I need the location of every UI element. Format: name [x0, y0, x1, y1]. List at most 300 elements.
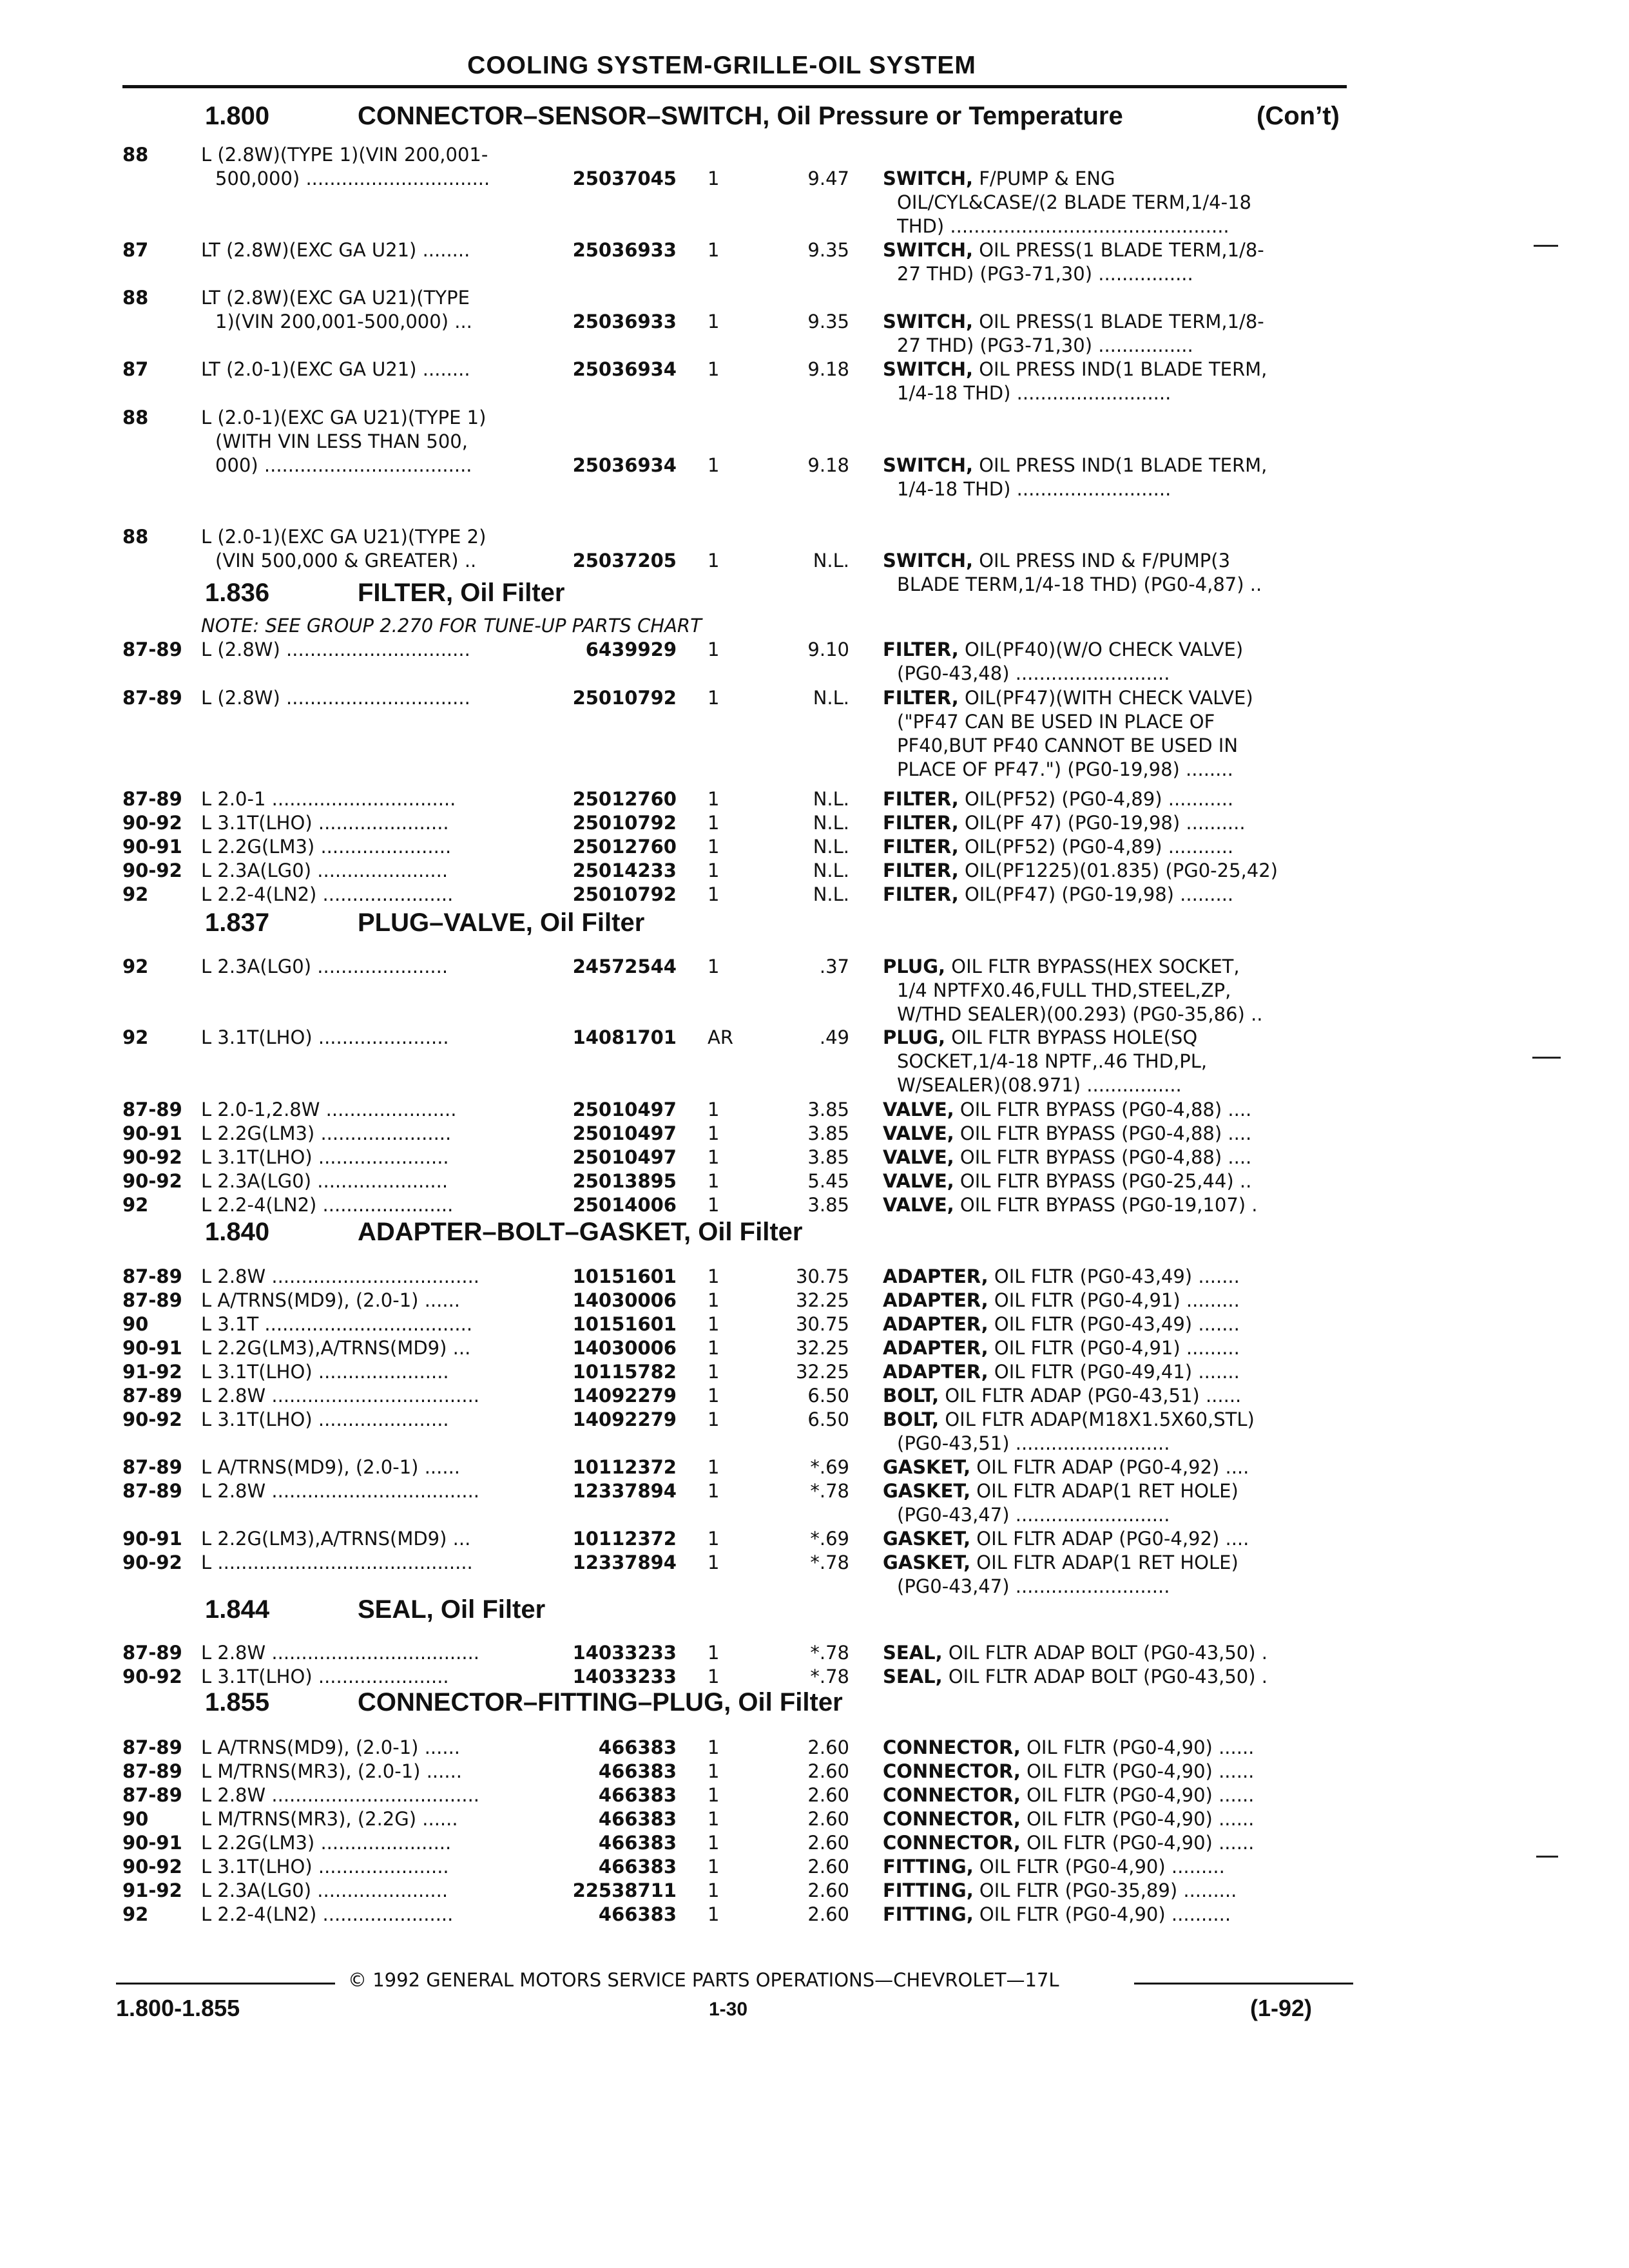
quantity: 1	[708, 788, 720, 810]
price: *.78	[810, 1552, 849, 1573]
part-name: VALVE, OIL FLTR BYPASS (PG0-4,88) ....	[883, 1146, 1252, 1168]
margin-mark	[1534, 245, 1558, 247]
model-years: 87-89	[122, 1456, 182, 1478]
application-description: L 3.1T(LHO) ......................	[201, 1026, 449, 1048]
model-years: 88	[122, 287, 149, 309]
application-description: L (2.0-1)(EXC GA U21)(TYPE 2)	[201, 526, 487, 548]
model-years: 87-89	[122, 1385, 182, 1407]
model-years: 92	[122, 1194, 149, 1216]
price: 9.35	[807, 239, 849, 261]
application-description: L (2.8W) ...............................	[201, 639, 470, 660]
part-keyword: GASKET,	[883, 1552, 971, 1573]
part-name: SEAL, OIL FLTR ADAP BOLT (PG0-43,50) .	[883, 1666, 1268, 1687]
part-number: 466383	[598, 1832, 677, 1854]
application-description: LT (2.0-1)(EXC GA U21) ........	[201, 358, 470, 380]
quantity: 1	[708, 311, 720, 332]
quantity: 1	[708, 1903, 720, 1925]
application-description: L 2.2G(LM3) ......................	[201, 836, 452, 858]
part-keyword: SWITCH,	[883, 311, 974, 332]
part-name: PLUG, OIL FLTR BYPASS HOLE(SQ	[883, 1026, 1198, 1048]
application-description: L ...........................................	[201, 1552, 473, 1573]
part-keyword: CONNECTOR,	[883, 1832, 1021, 1854]
part-number: 25013895	[572, 1170, 677, 1192]
application-description: L (2.8W)(TYPE 1)(VIN 200,001-	[201, 144, 488, 166]
application-description: L 2.8W ...................................	[201, 1480, 480, 1502]
application-description: 000) ...................................	[215, 454, 472, 476]
part-name: PLACE OF PF47.") (PG0-19,98) ........	[897, 758, 1233, 780]
part-name: (PG0-43,51) ..........................	[897, 1432, 1170, 1454]
part-name: SWITCH, F/PUMP & ENG	[883, 168, 1115, 189]
model-years: 90-92	[122, 1408, 182, 1430]
price: 32.25	[795, 1361, 849, 1383]
quantity: 1	[708, 1122, 720, 1144]
price: 9.18	[807, 358, 849, 380]
quantity: 1	[708, 1456, 720, 1478]
section-title: ADAPTER–BOLT–GASKET, Oil Filter	[358, 1218, 803, 1246]
part-name: BLADE TERM,1/4-18 THD) (PG0-4,87) ..	[897, 573, 1262, 595]
quantity: 1	[708, 1666, 720, 1687]
quantity: 1	[708, 1856, 720, 1878]
part-keyword: BOLT,	[883, 1408, 940, 1430]
part-keyword: GASKET,	[883, 1528, 971, 1550]
model-years: 87-89	[122, 788, 182, 810]
part-name: FILTER, OIL(PF1225)(01.835) (PG0-25,42)	[883, 860, 1278, 881]
section-continued: (Con’t)	[1257, 102, 1340, 130]
section-title: FILTER, Oil Filter	[358, 579, 565, 607]
price: 2.60	[807, 1879, 849, 1901]
part-name: BOLT, OIL FLTR ADAP(M18X1.5X60,STL)	[883, 1408, 1255, 1430]
application-description: L 2.2-4(LN2) ......................	[201, 1903, 454, 1925]
part-number: 25036933	[572, 311, 677, 332]
part-name: ADAPTER, OIL FLTR (PG0-43,49) .......	[883, 1265, 1240, 1287]
application-description: LT (2.8W)(EXC GA U21)(TYPE	[201, 287, 470, 309]
application-description: L 3.1T(LHO) ......................	[201, 1361, 449, 1383]
model-years: 88	[122, 526, 149, 548]
price: *.78	[810, 1480, 849, 1502]
application-description: L 2.8W ...................................	[201, 1784, 480, 1806]
part-keyword: VALVE,	[883, 1099, 954, 1120]
price: 3.85	[807, 1194, 849, 1216]
price: N.L.	[813, 687, 849, 709]
quantity: 1	[708, 836, 720, 858]
quantity: 1	[708, 1760, 720, 1782]
model-years: 90-92	[122, 1856, 182, 1878]
part-number: 466383	[598, 1903, 677, 1925]
application-description: L 3.1T(LHO) ......................	[201, 1146, 449, 1168]
part-name: FITTING, OIL FLTR (PG0-35,89) .........	[883, 1879, 1237, 1901]
part-number: 466383	[598, 1736, 677, 1758]
model-years: 92	[122, 1903, 149, 1925]
price: 6.50	[807, 1385, 849, 1407]
section-title: SEAL, Oil Filter	[358, 1595, 546, 1624]
section-number: 1.855	[205, 1688, 270, 1716]
application-description: LT (2.8W)(EXC GA U21) ........	[201, 239, 470, 261]
part-keyword: GASKET,	[883, 1456, 971, 1478]
part-name: VALVE, OIL FLTR BYPASS (PG0-4,88) ....	[883, 1122, 1252, 1144]
part-keyword: SWITCH,	[883, 239, 974, 261]
part-name: GASKET, OIL FLTR ADAP (PG0-4,92) ....	[883, 1456, 1249, 1478]
application-description: L 2.3A(LG0) ......................	[201, 860, 448, 881]
application-description: (WITH VIN LESS THAN 500,	[215, 430, 468, 452]
quantity: 1	[708, 1194, 720, 1216]
quantity: 1	[708, 1099, 720, 1120]
part-name: FILTER, OIL(PF40)(W/O CHECK VALVE)	[883, 639, 1244, 660]
part-keyword: FITTING,	[883, 1856, 974, 1878]
quantity: 1	[708, 239, 720, 261]
part-number: 14030006	[572, 1289, 677, 1311]
price: 2.60	[807, 1832, 849, 1854]
part-keyword: BOLT,	[883, 1385, 940, 1407]
application-description: L 3.1T(LHO) ......................	[201, 1856, 449, 1878]
part-name: GASKET, OIL FLTR ADAP(1 RET HOLE)	[883, 1480, 1239, 1502]
part-number: 14033233	[572, 1666, 677, 1687]
part-name: W/SEALER)(08.971) ................	[897, 1074, 1182, 1096]
quantity: 1	[708, 1808, 720, 1830]
part-keyword: SWITCH,	[883, 358, 974, 380]
part-name: CONNECTOR, OIL FLTR (PG0-4,90) ......	[883, 1808, 1255, 1830]
price: 9.18	[807, 454, 849, 476]
part-number: 14092279	[572, 1408, 677, 1430]
part-number: 24572544	[572, 956, 677, 977]
part-name: SOCKET,1/4-18 NPTF,.46 THD,PL,	[897, 1050, 1208, 1072]
part-keyword: FILTER,	[883, 687, 959, 709]
application-description: L 2.8W ...................................	[201, 1265, 480, 1287]
price: .37	[819, 956, 849, 977]
model-years: 90-91	[122, 1528, 182, 1550]
title-rule	[122, 85, 1347, 88]
part-name: VALVE, OIL FLTR BYPASS (PG0-4,88) ....	[883, 1099, 1252, 1120]
price: N.L.	[813, 812, 849, 834]
part-name: ADAPTER, OIL FLTR (PG0-49,41) .......	[883, 1361, 1240, 1383]
quantity: 1	[708, 1528, 720, 1550]
model-years: 87-89	[122, 1736, 182, 1758]
part-name: 1/4 NPTFX0.46,FULL THD,STEEL,ZP,	[897, 979, 1231, 1001]
price: *.69	[810, 1456, 849, 1478]
application-description: L 3.1T(LHO) ......................	[201, 812, 449, 834]
part-name: (PG0-43,47) ..........................	[897, 1504, 1170, 1526]
part-keyword: CONNECTOR,	[883, 1784, 1021, 1806]
model-years: 87-89	[122, 1099, 182, 1120]
part-number: 25037205	[572, 550, 677, 572]
quantity: AR	[708, 1026, 733, 1048]
part-keyword: FILTER,	[883, 883, 959, 905]
part-keyword: ADAPTER,	[883, 1361, 988, 1383]
price: N.L.	[813, 550, 849, 572]
application-description: L 2.2G(LM3),A/TRNS(MD9) ...	[201, 1528, 471, 1550]
part-name: FILTER, OIL(PF 47) (PG0-19,98) ..........	[883, 812, 1246, 834]
quantity: 1	[708, 550, 720, 572]
part-name: SEAL, OIL FLTR ADAP BOLT (PG0-43,50) .	[883, 1642, 1268, 1664]
part-keyword: VALVE,	[883, 1170, 954, 1192]
application-description: L 2.2G(LM3) ......................	[201, 1832, 452, 1854]
part-number: 466383	[598, 1784, 677, 1806]
part-name: W/THD SEALER)(00.293) (PG0-35,86) ..	[897, 1003, 1263, 1025]
model-years: 88	[122, 144, 149, 166]
section-number: 1.800	[205, 102, 270, 130]
part-name: (PG0-43,47) ..........................	[897, 1575, 1170, 1597]
part-number: 25037045	[572, 168, 677, 189]
model-years: 91-92	[122, 1361, 182, 1383]
section-number: 1.836	[205, 579, 270, 607]
price: N.L.	[813, 860, 849, 881]
application-description: L M/TRNS(MR3), (2.2G) ......	[201, 1808, 458, 1830]
part-keyword: ADAPTER,	[883, 1289, 988, 1311]
part-number: 25010497	[572, 1146, 677, 1168]
application-description: L (2.0-1)(EXC GA U21)(TYPE 1)	[201, 407, 487, 428]
application-description: L 2.3A(LG0) ......................	[201, 1170, 448, 1192]
part-name: SWITCH, OIL PRESS IND(1 BLADE TERM,	[883, 358, 1268, 380]
section-note: NOTE: SEE GROUP 2.270 FOR TUNE-UP PARTS CHART	[201, 615, 702, 637]
margin-mark	[1532, 1057, 1561, 1059]
part-keyword: CONNECTOR,	[883, 1808, 1021, 1830]
part-number: 25014233	[572, 860, 677, 881]
price: 30.75	[795, 1265, 849, 1287]
quantity: 1	[708, 358, 720, 380]
quantity: 1	[708, 956, 720, 977]
part-number: 14081701	[572, 1026, 677, 1048]
price: .49	[819, 1026, 849, 1048]
quantity: 1	[708, 1313, 720, 1335]
part-keyword: SEAL,	[883, 1666, 943, 1687]
quantity: 1	[708, 1736, 720, 1758]
part-name: 27 THD) (PG3-71,30) ................	[897, 263, 1193, 285]
part-keyword: ADAPTER,	[883, 1313, 988, 1335]
application-description: (VIN 500,000 & GREATER) ..	[215, 550, 477, 572]
part-name: GASKET, OIL FLTR ADAP(1 RET HOLE)	[883, 1552, 1239, 1573]
part-name: CONNECTOR, OIL FLTR (PG0-4,90) ......	[883, 1760, 1255, 1782]
part-number: 25014006	[572, 1194, 677, 1216]
application-description: L A/TRNS(MD9), (2.0-1) ......	[201, 1736, 461, 1758]
model-years: 87-89	[122, 1642, 182, 1664]
part-number: 25036934	[572, 454, 677, 476]
application-description: L 2.2G(LM3) ......................	[201, 1122, 452, 1144]
part-keyword: CONNECTOR,	[883, 1760, 1021, 1782]
part-keyword: ADAPTER,	[883, 1337, 988, 1359]
part-keyword: VALVE,	[883, 1146, 954, 1168]
model-years: 87-89	[122, 639, 182, 660]
part-name: BOLT, OIL FLTR ADAP (PG0-43,51) ......	[883, 1385, 1242, 1407]
price: 30.75	[795, 1313, 849, 1335]
part-name: GASKET, OIL FLTR ADAP (PG0-4,92) ....	[883, 1528, 1249, 1550]
part-keyword: GASKET,	[883, 1480, 971, 1502]
quantity: 1	[708, 1265, 720, 1287]
part-number: 10112372	[572, 1528, 677, 1550]
model-years: 87-89	[122, 1289, 182, 1311]
part-name: CONNECTOR, OIL FLTR (PG0-4,90) ......	[883, 1784, 1255, 1806]
part-name: PF40,BUT PF40 CANNOT BE USED IN	[897, 735, 1239, 756]
application-description: L (2.8W) ...............................	[201, 687, 470, 709]
quantity: 1	[708, 168, 720, 189]
part-number: 10112372	[572, 1456, 677, 1478]
application-description: L A/TRNS(MD9), (2.0-1) ......	[201, 1456, 461, 1478]
part-number: 25010497	[572, 1099, 677, 1120]
quantity: 1	[708, 812, 720, 834]
part-name: FILTER, OIL(PF52) (PG0-4,89) ...........	[883, 788, 1234, 810]
part-number: 12337894	[572, 1480, 677, 1502]
part-number: 22538711	[572, 1879, 677, 1901]
part-keyword: VALVE,	[883, 1194, 954, 1216]
model-years: 87-89	[122, 1784, 182, 1806]
quantity: 1	[708, 860, 720, 881]
part-number: 25012760	[572, 788, 677, 810]
quantity: 1	[708, 687, 720, 709]
price: 2.60	[807, 1760, 849, 1782]
part-keyword: ADAPTER,	[883, 1265, 988, 1287]
quantity: 1	[708, 1361, 720, 1383]
application-description: L 3.1T ...................................	[201, 1313, 473, 1335]
price: 2.60	[807, 1808, 849, 1830]
application-description: L 2.8W ...................................	[201, 1642, 480, 1664]
section-number: 1.844	[205, 1595, 270, 1624]
part-number: 25010497	[572, 1122, 677, 1144]
model-years: 92	[122, 883, 149, 905]
part-number: 10115782	[572, 1361, 677, 1383]
part-number: 466383	[598, 1760, 677, 1782]
part-number: 14092279	[572, 1385, 677, 1407]
price: 3.85	[807, 1099, 849, 1120]
part-name: 1/4-18 THD) ..........................	[897, 382, 1171, 404]
price: *.78	[810, 1666, 849, 1687]
price: *.78	[810, 1642, 849, 1664]
part-keyword: FITTING,	[883, 1903, 974, 1925]
part-name: FILTER, OIL(PF47)(WITH CHECK VALVE)	[883, 687, 1253, 709]
part-keyword: FILTER,	[883, 812, 959, 834]
model-years: 87-89	[122, 1760, 182, 1782]
price: 9.35	[807, 311, 849, 332]
application-description: 500,000) ...............................	[215, 168, 490, 189]
part-number: 14033233	[572, 1642, 677, 1664]
price: *.69	[810, 1528, 849, 1550]
part-keyword: SWITCH,	[883, 454, 974, 476]
part-name: FILTER, OIL(PF47) (PG0-19,98) .........	[883, 883, 1234, 905]
price: 2.60	[807, 1903, 849, 1925]
footer-rule-right	[1134, 1983, 1353, 1984]
section-number: 1.840	[205, 1218, 270, 1246]
model-years: 91-92	[122, 1879, 182, 1901]
part-number: 25010792	[572, 812, 677, 834]
quantity: 1	[708, 1552, 720, 1573]
quantity: 1	[708, 1146, 720, 1168]
quantity: 1	[708, 1784, 720, 1806]
part-keyword: CONNECTOR,	[883, 1736, 1021, 1758]
part-name: THD) ...............................................	[897, 215, 1229, 237]
application-description: L 2.0-1,2.8W ......................	[201, 1099, 457, 1120]
margin-mark	[1536, 1856, 1558, 1858]
model-years: 90-91	[122, 836, 182, 858]
price: 2.60	[807, 1736, 849, 1758]
part-name: CONNECTOR, OIL FLTR (PG0-4,90) ......	[883, 1736, 1255, 1758]
quantity: 1	[708, 883, 720, 905]
price: 2.60	[807, 1784, 849, 1806]
part-name: SWITCH, OIL PRESS IND & F/PUMP(3	[883, 550, 1231, 572]
application-description: L 2.3A(LG0) ......................	[201, 1879, 448, 1901]
page-title: COOLING SYSTEM-GRILLE-OIL SYSTEM	[467, 52, 976, 79]
part-keyword: FILTER,	[883, 836, 959, 858]
quantity: 1	[708, 1879, 720, 1901]
part-number: 10151601	[572, 1313, 677, 1335]
part-name: CONNECTOR, OIL FLTR (PG0-4,90) ......	[883, 1832, 1255, 1854]
application-description: L 2.2-4(LN2) ......................	[201, 1194, 454, 1216]
part-name: SWITCH, OIL PRESS(1 BLADE TERM,1/8-	[883, 239, 1264, 261]
part-keyword: SWITCH,	[883, 168, 974, 189]
part-keyword: PLUG,	[883, 956, 946, 977]
part-name: ADAPTER, OIL FLTR (PG0-4,91) .........	[883, 1337, 1240, 1359]
footer-page-number: 1-30	[709, 1999, 748, 2020]
model-years: 90-92	[122, 860, 182, 881]
model-years: 90-91	[122, 1337, 182, 1359]
part-keyword: FILTER,	[883, 639, 959, 660]
application-description: L 2.2G(LM3),A/TRNS(MD9) ...	[201, 1337, 471, 1359]
part-name: SWITCH, OIL PRESS IND(1 BLADE TERM,	[883, 454, 1268, 476]
part-number: 466383	[598, 1856, 677, 1878]
price: 32.25	[795, 1337, 849, 1359]
price: 9.47	[807, 168, 849, 189]
quantity: 1	[708, 454, 720, 476]
footer-rule-left	[116, 1983, 335, 1984]
section-number: 1.837	[205, 908, 270, 937]
model-years: 90-92	[122, 1170, 182, 1192]
part-name: ADAPTER, OIL FLTR (PG0-4,91) .........	[883, 1289, 1240, 1311]
model-years: 87-89	[122, 687, 182, 709]
price: 2.60	[807, 1856, 849, 1878]
price: 32.25	[795, 1289, 849, 1311]
part-name: OIL/CYL&CASE/(2 BLADE TERM,1/4-18	[897, 191, 1251, 213]
part-keyword: PLUG,	[883, 1026, 946, 1048]
footer-copyright: © 1992 GENERAL MOTORS SERVICE PARTS OPERATIONS—CHEVROLET—17L	[348, 1969, 1059, 1991]
model-years: 90-91	[122, 1832, 182, 1854]
part-number: 466383	[598, 1808, 677, 1830]
part-number: 25010792	[572, 883, 677, 905]
part-name: PLUG, OIL FLTR BYPASS(HEX SOCKET,	[883, 956, 1240, 977]
price: 3.85	[807, 1122, 849, 1144]
part-name: FITTING, OIL FLTR (PG0-4,90) .........	[883, 1856, 1225, 1878]
application-description: L 2.3A(LG0) ......................	[201, 956, 448, 977]
model-years: 90-92	[122, 1552, 182, 1573]
section-title: CONNECTOR–FITTING–PLUG, Oil Filter	[358, 1688, 843, 1716]
application-description: L 3.1T(LHO) ......................	[201, 1666, 449, 1687]
part-name: VALVE, OIL FLTR BYPASS (PG0-19,107) .	[883, 1194, 1258, 1216]
part-name: 27 THD) (PG3-71,30) ................	[897, 334, 1193, 356]
part-name: SWITCH, OIL PRESS(1 BLADE TERM,1/8-	[883, 311, 1264, 332]
model-years: 90	[122, 1808, 149, 1830]
part-keyword: SEAL,	[883, 1642, 943, 1664]
part-keyword: FILTER,	[883, 788, 959, 810]
price: 6.50	[807, 1408, 849, 1430]
application-description: L 2.8W ...................................	[201, 1385, 480, 1407]
quantity: 1	[708, 1642, 720, 1664]
part-number: 25036933	[572, 239, 677, 261]
part-name: ("PF47 CAN BE USED IN PLACE OF	[897, 711, 1215, 733]
part-number: 12337894	[572, 1552, 677, 1573]
part-keyword: FITTING,	[883, 1879, 974, 1901]
quantity: 1	[708, 1289, 720, 1311]
part-number: 14030006	[572, 1337, 677, 1359]
part-name: (PG0-43,48) ..........................	[897, 662, 1170, 684]
part-name: FILTER, OIL(PF52) (PG0-4,89) ...........	[883, 836, 1234, 858]
price: N.L.	[813, 883, 849, 905]
part-name: ADAPTER, OIL FLTR (PG0-43,49) .......	[883, 1313, 1240, 1335]
model-years: 90-91	[122, 1122, 182, 1144]
quantity: 1	[708, 1408, 720, 1430]
model-years: 92	[122, 1026, 149, 1048]
quantity: 1	[708, 639, 720, 660]
footer-range: 1.800-1.855	[116, 1995, 240, 2021]
model-years: 90-92	[122, 1146, 182, 1168]
application-description: L 2.0-1 ...............................	[201, 788, 456, 810]
part-keyword: SWITCH,	[883, 550, 974, 572]
part-number: 6439929	[585, 639, 677, 660]
model-years: 90	[122, 1313, 149, 1335]
